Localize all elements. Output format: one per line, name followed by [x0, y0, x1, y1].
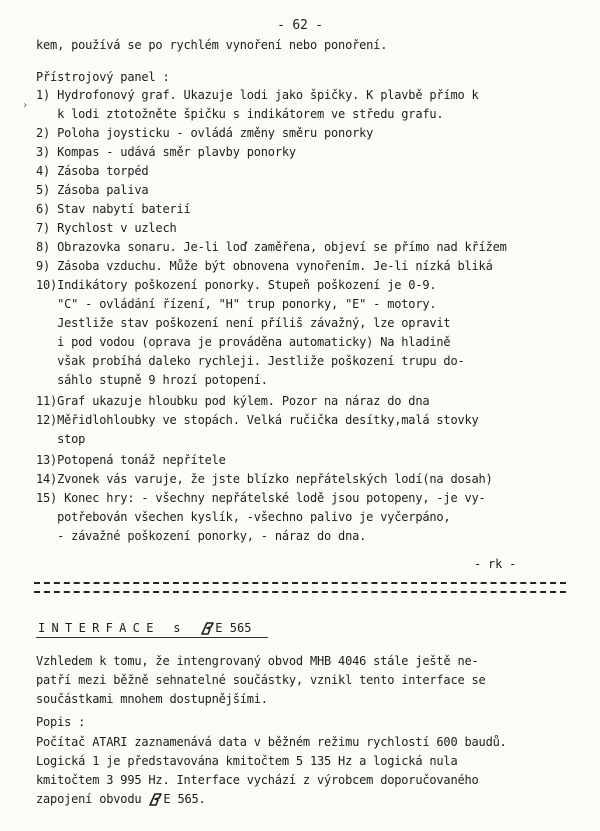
- author-signature: - rk -: [474, 557, 517, 571]
- panel-item: 2) Poloha joysticku - ovládá změny směru ponorky: [36, 126, 374, 140]
- paragraph-line-last: [36, 790, 206, 809]
- panel-item: potřebován všechen kyslík, -všechno palivo je vyčerpáno,: [36, 510, 451, 524]
- panel-item: však probíhá daleko rychleji. Jestliže poškození trupu do-: [36, 354, 465, 368]
- popis-label: Popis :: [36, 715, 86, 729]
- panel-item: 10)Indikátory poškození ponorky. Stupeň poškození je 0-9.: [36, 278, 437, 292]
- margin-mark: ›: [22, 100, 28, 111]
- paragraph-line: kmitočtem 3 995 Hz. Interface vychází z výrobcem doporučovaného: [36, 773, 479, 787]
- panel-heading: Přístrojový panel :: [36, 70, 170, 84]
- paragraph-last-suffix: E 565.: [163, 792, 206, 806]
- paragraph-line: součástkami mnohem dostupnějšími.: [36, 692, 268, 706]
- section-divider: [34, 582, 566, 593]
- panel-item: 8) Obrazovka sonaru. Je-li loď zaměřena, objeví se přímo nad křížem: [36, 240, 507, 254]
- panel-item: - závažné poškození ponorky, - náraz do dna.: [36, 529, 367, 543]
- paragraph-line: Logická 1 je představována kmitočtem 5 135 Hz a logická nula: [36, 754, 458, 768]
- panel-item: k lodi ztotožněte špičku s indikátorem ve středu grafu.: [36, 107, 444, 121]
- panel-item: 6) Stav nabytí baterií: [36, 202, 191, 216]
- panel-item: "C" - ovládání řízení, "H" trup ponorky, "E" - motory.: [36, 297, 437, 311]
- intro-line: kem, používá se po rychlém vynoření nebo ponoření.: [36, 38, 388, 52]
- paragraph-line: patří mezi běžně sehnatelné součástky, vznikl tento interface se: [36, 673, 486, 687]
- page-number: - 62 -: [277, 18, 323, 33]
- section-heading: [38, 619, 251, 638]
- panel-item: sáhlo stupně 9 hrozí potopení.: [36, 373, 268, 387]
- panel-item: 4) Zásoba torpéd: [36, 164, 149, 178]
- section-heading-prefix: INTERFACE s: [38, 621, 201, 635]
- manufacturer-logo-icon: [200, 621, 215, 635]
- paragraph-line: Vzhledem k tomu, že intengrovaný obvod MHB 4046 stále ještě ne-: [36, 654, 479, 668]
- panel-item: 12)Měřidlohloubky ve stopách. Velká ručička desítky,malá stovky: [36, 413, 479, 427]
- panel-item: 9) Zásoba vzduchu. Může být obnovena vynořením. Je-li nízká bliká: [36, 259, 493, 273]
- panel-item: Jestliže stav poškození není příliš závažný, lze opravit: [36, 316, 451, 330]
- panel-item: 13)Potopená tonáž nepřítele: [36, 453, 226, 467]
- panel-item: 1) Hydrofonový graf. Ukazuje lodi jako špičky. K plavbě přímo k: [36, 88, 479, 102]
- manufacturer-logo-icon: [148, 792, 163, 806]
- panel-item: 3) Kompas - udává směr plavby ponorky: [36, 145, 296, 159]
- section-heading-suffix: E 565: [215, 621, 252, 635]
- paragraph-last-prefix: zapojení obvodu: [36, 792, 149, 806]
- panel-item: i pod vodou (oprava je prováděna automaticky) Na hladině: [36, 335, 451, 349]
- heading-underline: [36, 637, 268, 638]
- panel-item: 11)Graf ukazuje hloubku pod kýlem. Pozor na náraz do dna: [36, 394, 430, 408]
- panel-item: stop: [36, 432, 86, 446]
- panel-item: 5) Zásoba paliva: [36, 183, 149, 197]
- panel-item: 14)Zvonek vás varuje, že jste blízko nepřátelských lodí(na dosah): [36, 472, 493, 486]
- panel-item: 15) Konec hry: - všechny nepřátelské lodě jsou potopeny, -je vy-: [36, 491, 486, 505]
- panel-item: 7) Rychlost v uzlech: [36, 221, 177, 235]
- paragraph-line: Počítač ATARI zaznamenává data v běžném režimu rychlostí 600 baudů.: [36, 735, 507, 749]
